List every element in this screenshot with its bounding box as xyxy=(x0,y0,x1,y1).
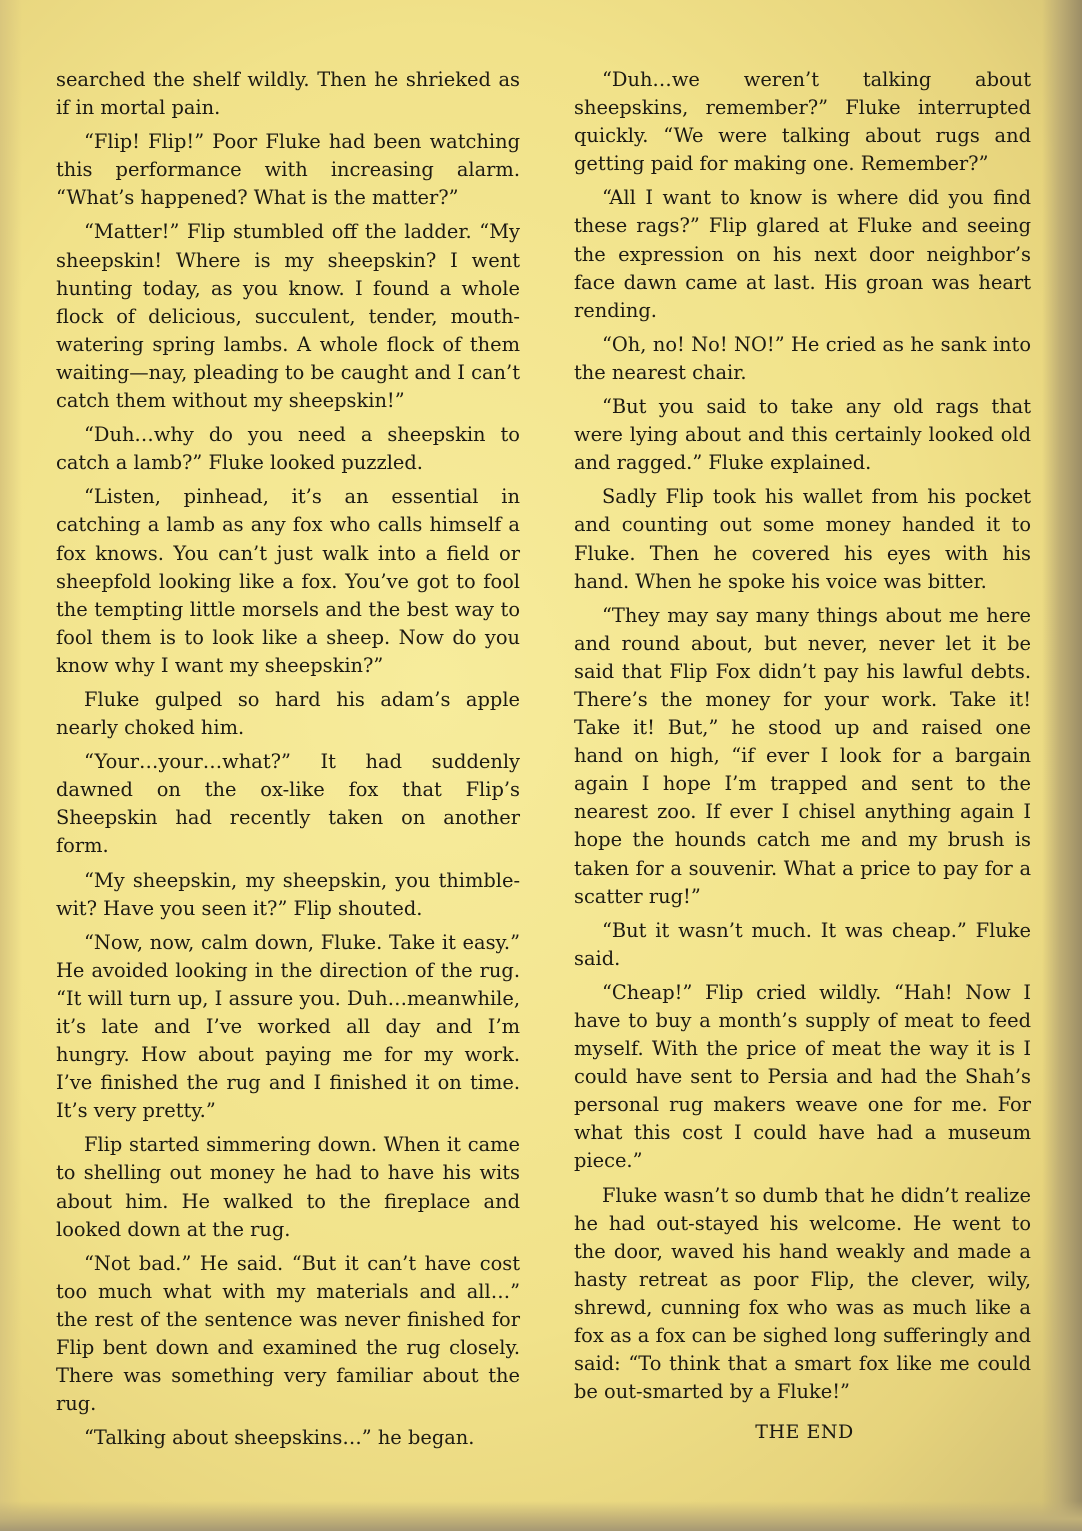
paragraph: “Not bad.” He said. “But it can’t have cost too much what with my materials and all…” the rest of the sentence was never finished for Flip bent down and examined the rug closely. There was something very familiar about the rug. xyxy=(56,1251,520,1416)
paragraph: “All I want to know is where did you find these rags?” Flip glared at Fluke and seeing the expression on his next door neighbor’s face dawn came at last. His groan was heart rending. xyxy=(574,186,1031,322)
right-column xyxy=(574,66,1031,1452)
paragraph: Fluke gulped so hard his adam’s apple nearly choked him. xyxy=(56,687,520,740)
paragraph: Flip started simmering down. When it came to shelling out money he had to have his wits about him. He walked to the fireplace and looked down at the rug. xyxy=(56,1133,520,1241)
paragraph: “Oh, no! No! NO!” He cried as he sank into the nearest chair. xyxy=(574,332,1031,384)
paragraph: “Listen, pinhead, it’s an essential in catching a lamb as any fox who calls himself a fox knows. You can’t just walk into a field or sheepfold looking like a fox. You’ve got to fool the tempting little morsels and the best way to fool them is to look like a sheep. Now do you know why I want my sheepskin?” xyxy=(56,485,520,677)
page-edge-bottom xyxy=(0,1501,1082,1531)
paragraph: “Cheap!” Flip cried wildly. “Hah! Now I have to buy a month’s supply of meat to feed myself. With the price of meat the way it is I could have sent to Persia and had the Shah’s personal rug makers weave one for me. For what this cost I could have had a museum piece.” xyxy=(574,980,1031,1173)
page-edge-left xyxy=(0,0,22,1531)
paragraph: “Flip! Flip!” Poor Fluke had been watching this performance with increasing alarm. “What’s happened? What is the matter?” xyxy=(56,130,520,210)
paragraph: “My sheepskin, my sheepskin, you thimble-wit? Have you seen it?” Flip shouted. xyxy=(56,868,520,920)
page-edge-right xyxy=(1042,0,1082,1531)
paragraph: “Duh…why do you need a sheepskin to catch a lamb?” Fluke looked puzzled. xyxy=(56,423,520,475)
paragraph: “But it wasn’t much. It was cheap.” Fluke said. xyxy=(574,918,1031,970)
paragraph: Fluke wasn’t so dumb that he didn’t realize he had out-stayed his welcome. He went to the door, waved his hand weakly and made a hasty retreat as poor Flip, the clever, wily, shrewd, cunning fox who was as much like a fox as a fox can be sighed long sufferingly and said: “To think that a smart fox like me could be out-smarted by a Fluke!” xyxy=(574,1183,1031,1404)
paragraph: searched the shelf wildly. Then he shrieked as if in mortal pain. xyxy=(56,68,520,120)
paragraph: “Talking about sheepskins…” he began. xyxy=(84,1426,475,1450)
paragraph: “Your…your…what?” It had suddenly dawned on the ox-like fox that Flip’s Sheepskin had recently taken on another form. xyxy=(56,750,520,858)
paragraph: “But you said to take any old rags that were lying about and this certainly looked old and ragged.” Fluke explained. xyxy=(574,395,1031,475)
paragraph: Sadly Flip took his wallet from his pocket and counting out some money handed it to Fluke. Then he covered his eyes with his hand. When he spoke his voice was bitter. xyxy=(574,485,1031,593)
paragraph: “Duh…we weren’t talking about sheepskins, remember?” Fluke interrupted quickly. “We were talking about rugs and getting paid for making one. Remember?” xyxy=(574,68,1031,176)
left-column xyxy=(56,66,520,1458)
the-end-label: THE END xyxy=(755,1421,854,1444)
paragraph: “They may say many things about me here and round about, but never, never let it be said that Flip Fox didn’t pay his lawful debts. There’s the money for your work. Take it! Take it! But,” he stood up and raised one hand on high, “if ever I look for a bargain again I hope I’m trapped and sent to the nearest zoo. If ever I chisel anything again I hope the hounds catch me and my brush is taken for a souvenir. What a price to pay for a scatter rug!” xyxy=(574,603,1031,908)
paragraph: “Now, now, calm down, Fluke. Take it easy.” He avoided looking in the direction of the rug. “It will turn up, I assure you. Duh…meanwhile, it’s late and I’ve worked all day and I’m hungry. How about paying me for my work. I’ve finished the rug and I finished it on time. It’s very pretty.” xyxy=(56,930,520,1123)
paragraph: “Matter!” Flip stumbled off the ladder. “My sheepskin! Where is my sheepskin? I went hunting today, as you know. I found a whole flock of delicious, succulent, tender, mouth-watering spring lambs. A whole flock of them waiting—nay, pleading to be caught and I can’t catch them without my sheepskin!” xyxy=(56,220,520,413)
